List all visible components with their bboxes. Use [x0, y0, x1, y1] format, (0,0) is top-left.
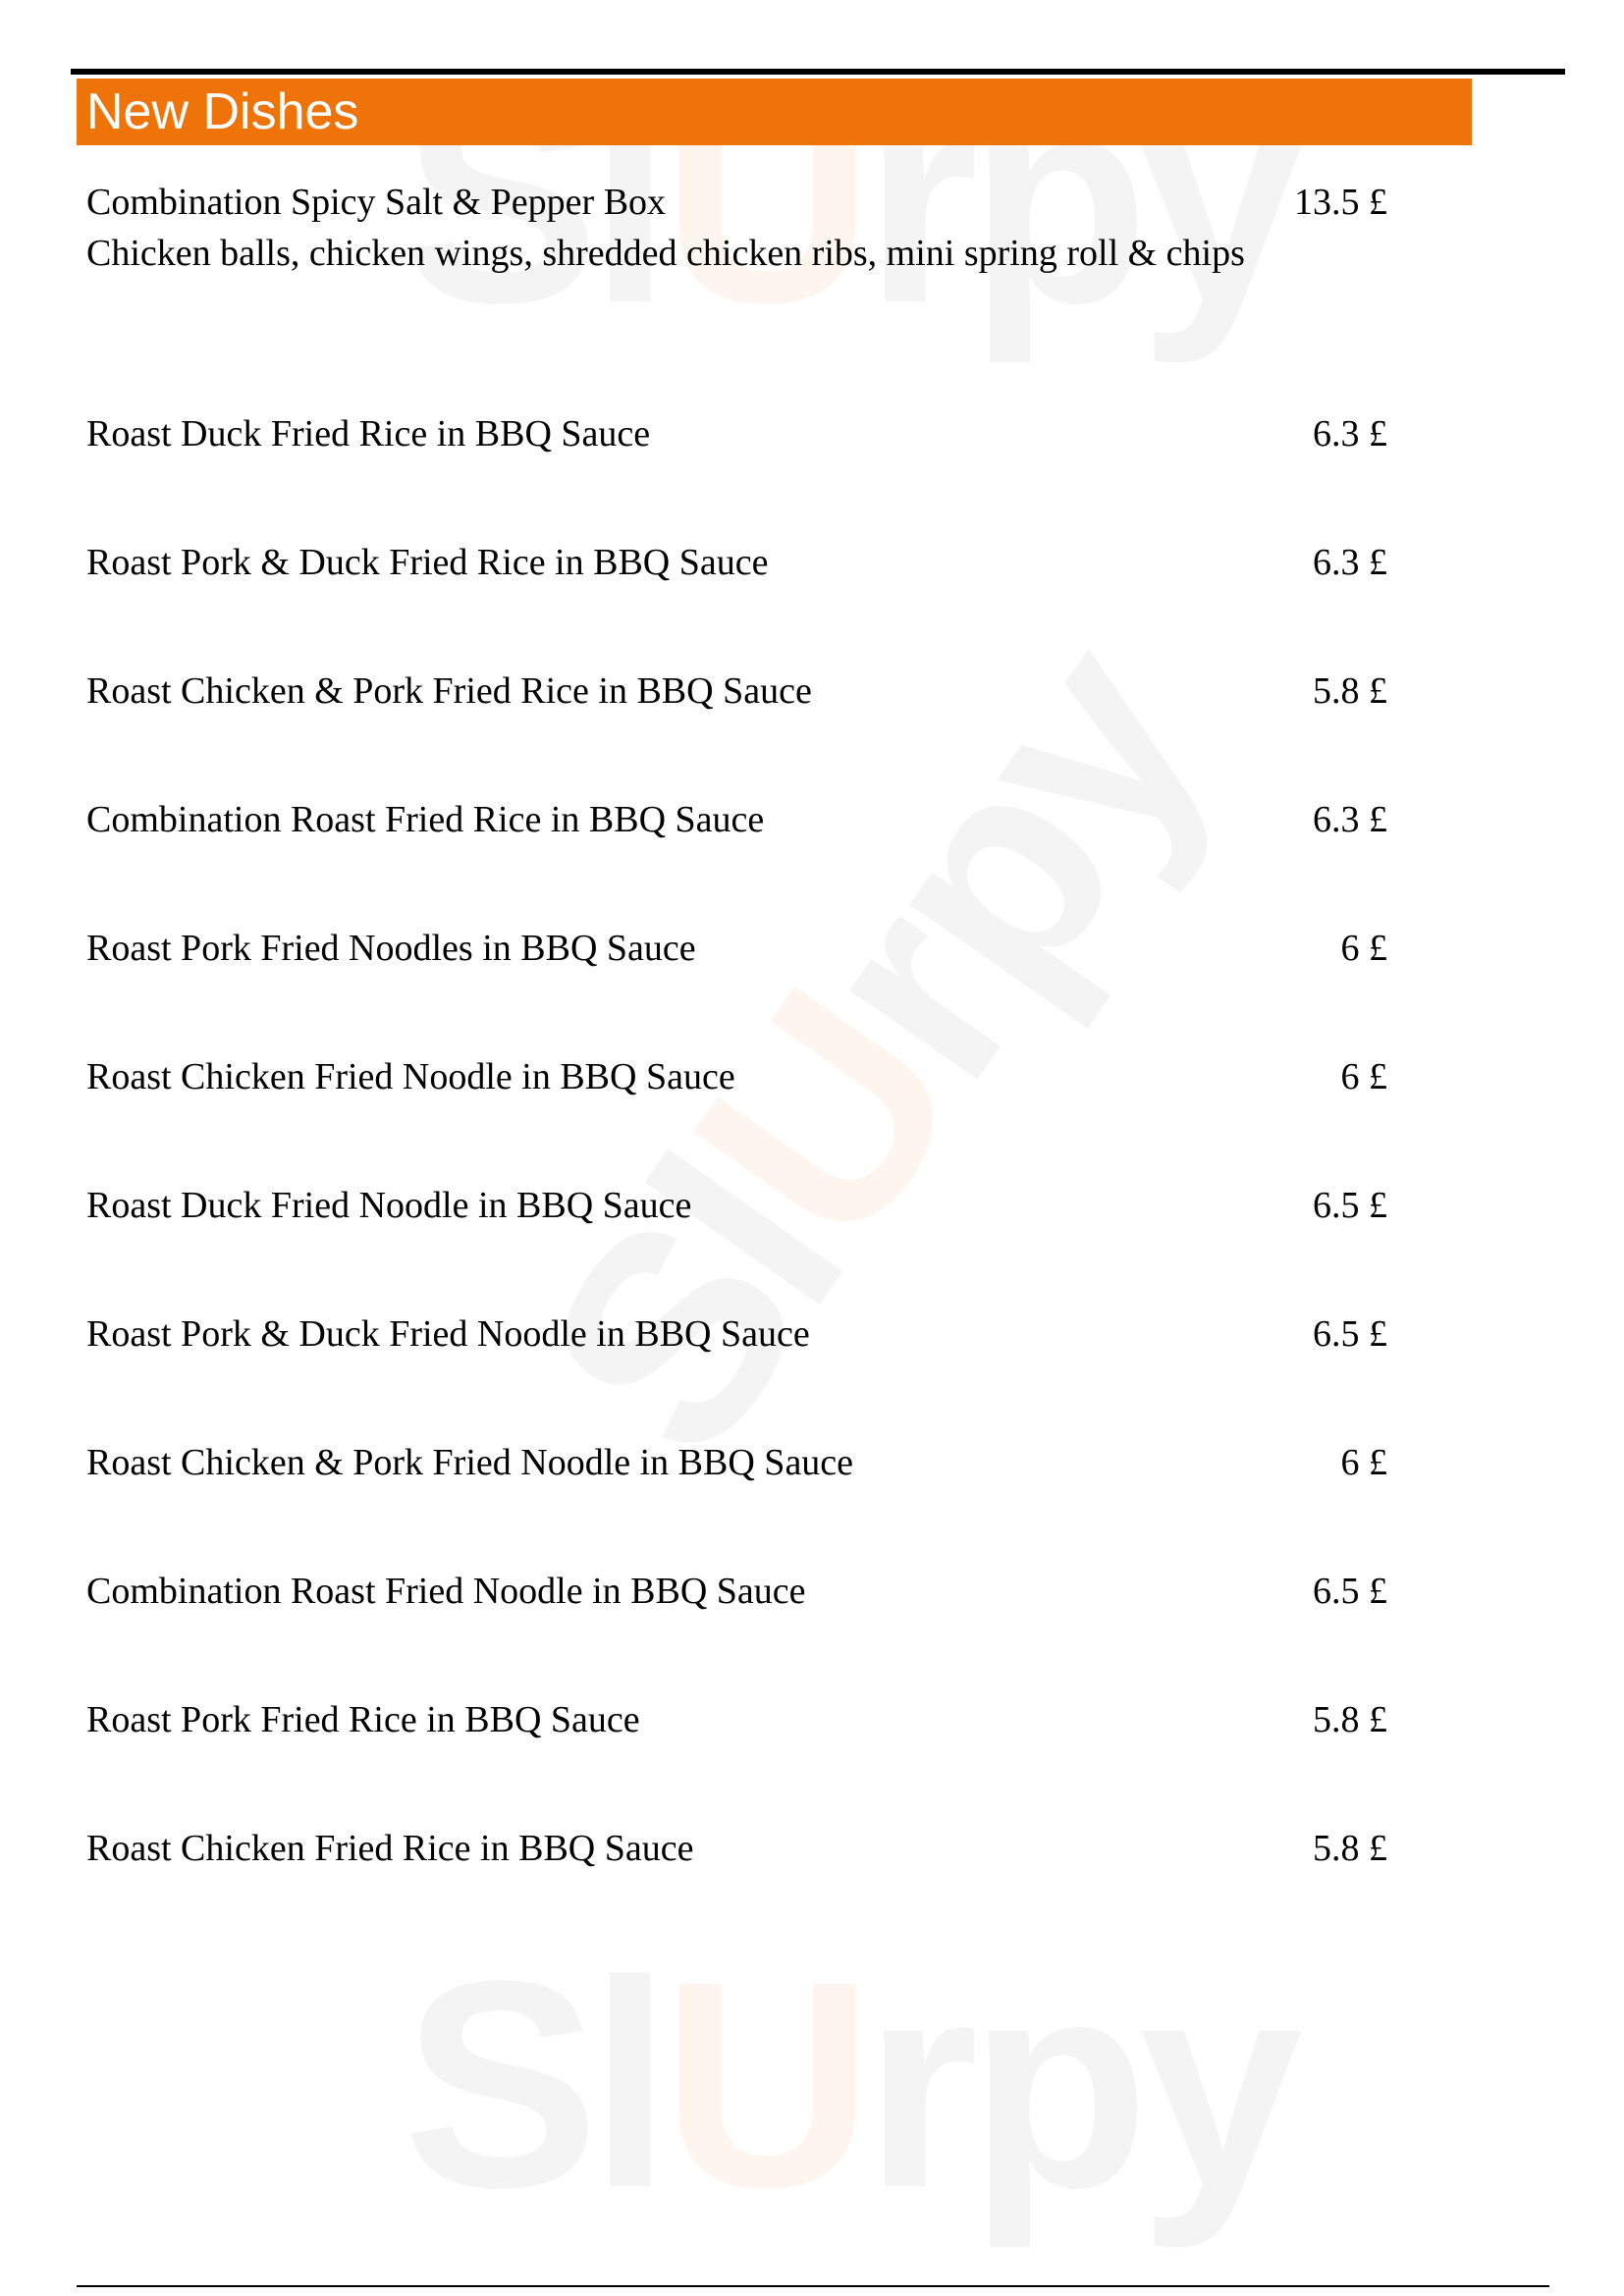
menu-item [86, 1180, 1387, 1231]
menu-item [86, 1051, 1387, 1102]
menu-item-name: Roast Duck Fried Noodle in BBQ Sauce [86, 1185, 692, 1226]
menu-item-price: 5.8 £ [1313, 670, 1387, 712]
menu-item-name: Roast Chicken & Pork Fried Rice in BBQ Sauce [86, 670, 812, 712]
menu-item-price: 6.5 £ [1313, 1571, 1387, 1612]
section-header [77, 79, 1472, 145]
menu-item [86, 1566, 1387, 1617]
menu-item [86, 408, 1387, 459]
menu-item [86, 1437, 1387, 1488]
menu-item [86, 666, 1387, 717]
menu-item-name: Combination Spicy Salt & Pepper Box [86, 182, 667, 223]
menu-item-price: 13.5 £ [1294, 182, 1387, 223]
menu-item [86, 177, 1387, 279]
menu-item-price: 5.8 £ [1313, 1828, 1387, 1869]
menu-item-name: Roast Pork Fried Noodles in BBQ Sauce [86, 928, 696, 969]
menu-item [86, 794, 1387, 845]
menu-item-name: Combination Roast Fried Noodle in BBQ Sauce [86, 1571, 806, 1612]
menu-item [86, 537, 1387, 588]
menu-item-name: Roast Chicken Fried Noodle in BBQ Sauce [86, 1056, 735, 1097]
watermark-logo: U [629, 942, 1017, 1299]
menu-item-name: Roast Chicken Fried Rice in BBQ Sauce [86, 1828, 694, 1869]
menu-item-name: Roast Pork & Duck Fried Rice in BBQ Sauce [86, 542, 769, 583]
menu-item [86, 1694, 1387, 1745]
menu-item-price: 5.8 £ [1313, 1699, 1387, 1740]
menu-item-name: Combination Roast Fried Rice in BBQ Sauce [86, 799, 765, 840]
menu-item-price: 6.3 £ [1313, 799, 1387, 840]
bottom-divider [77, 2285, 1549, 2287]
menu-item-description: Chicken balls, chicken wings, shredded chicken ribs, mini spring roll & chips [86, 233, 1245, 274]
menu-item-price: 6.5 £ [1313, 1313, 1387, 1355]
menu-item-name: Roast Pork Fried Rice in BBQ Sauce [86, 1699, 640, 1740]
menu-item-name: Roast Chicken & Pork Fried Noodle in BBQ Sauce [86, 1442, 854, 1483]
menu-item-text [86, 177, 1245, 279]
menu-item-price: 6 £ [1340, 928, 1387, 969]
menu-item-price: 6.3 £ [1313, 413, 1387, 454]
menu-item-price: 6.5 £ [1313, 1185, 1387, 1226]
watermark-logo: U [661, 1919, 865, 2249]
watermark-logo: U [661, 34, 865, 364]
menu-item-price: 6.3 £ [1313, 542, 1387, 583]
menu-item [86, 923, 1387, 974]
menu-item-price: 6 £ [1340, 1442, 1387, 1483]
top-divider [71, 69, 1565, 75]
menu-item-name: Roast Pork & Duck Fried Noodle in BBQ Sauce [86, 1313, 810, 1355]
menu-item [86, 1823, 1387, 1874]
section-title: New Dishes [86, 83, 359, 140]
menu-item-price: 6 £ [1340, 1056, 1387, 1097]
menu-item [86, 1308, 1387, 1360]
menu-item-name: Roast Duck Fried Rice in BBQ Sauce [86, 413, 651, 454]
